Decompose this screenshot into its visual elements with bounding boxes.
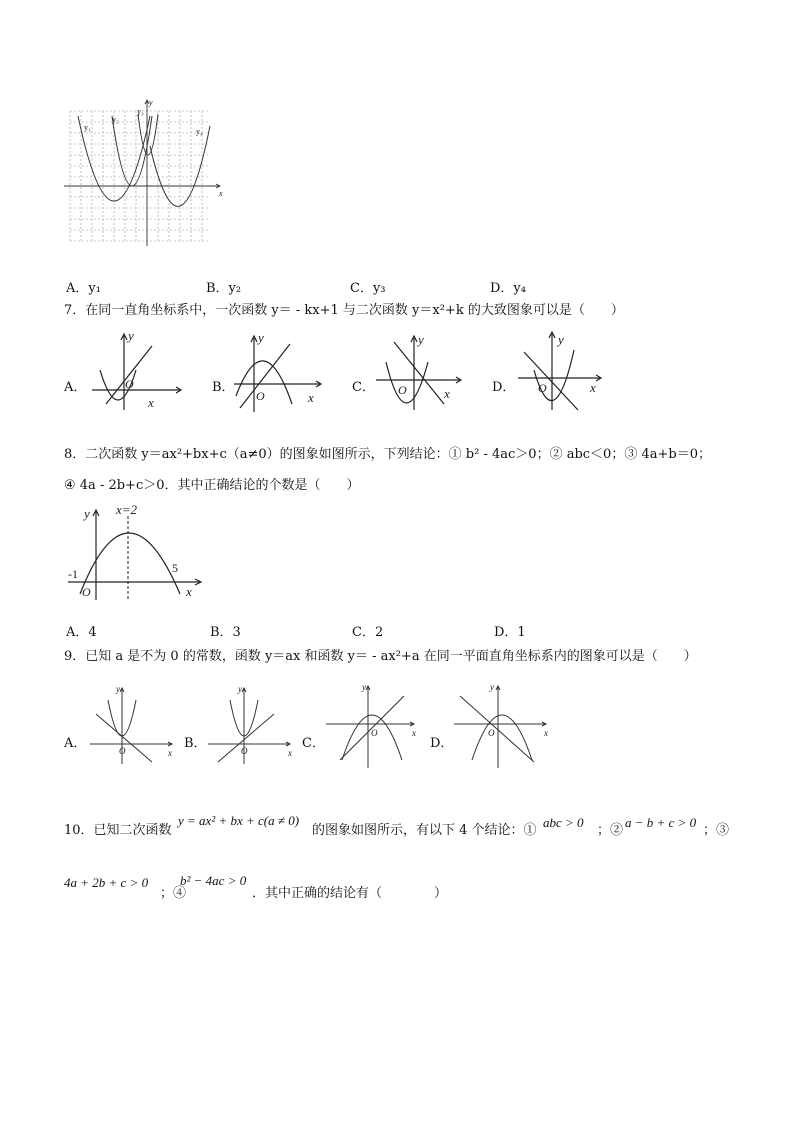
q6-option-c[interactable]: C．y₃ [350,281,386,296]
q6-curve-y3 [138,114,158,155]
q8-question-line2: ④ 4a - 2b+c＞0．其中正确结论的个数是（ ） [64,478,360,493]
q10-sep3: ；④ [160,886,187,901]
q10-sep1: ；② [597,823,624,838]
q7b-origin: O [256,389,265,403]
q7-question-text: 7．在同一直角坐标系中，一次函数 y＝ - kx+1 与二次函数 y＝x²+k 的大致图象可以是（ ） [64,303,624,318]
q10-conclusion-1: abc > 0 [543,815,584,830]
q9c-y-label: y [362,682,366,692]
q8-axis-of-symmetry-label: x=2 [116,502,138,517]
q7b-x-label: x [308,390,314,405]
q7a-x-label: x [148,395,154,410]
q8-right-root-label: 5 [172,561,178,575]
q9-graph-b [204,680,302,766]
q9b-x-label: x [288,748,292,758]
q9b-origin: O [241,746,248,756]
q7-graph-b [232,332,332,414]
q8-y-label: y [84,506,90,521]
q6-option-d[interactable]: D．y₄ [490,281,526,296]
q8-option-c[interactable]: C．2 [352,625,384,640]
q10-formula: y = ax² + bx + c(a ≠ 0) [178,813,300,828]
q6-graph [60,96,240,246]
q9-graph-c [322,680,422,770]
q9d-y-label: y [490,682,494,692]
q6-option-a[interactable]: A．y₁ [66,281,101,296]
q7-graph-d [514,330,614,412]
q6-axis-x-label: x [219,189,223,198]
q6-axis-y-label: y [149,98,153,107]
q7-option-b[interactable]: B． [212,380,235,395]
q9-option-c[interactable]: C． [302,736,325,751]
q6-label-y3: y₃ [137,107,144,116]
q9c-x-label: x [412,728,416,738]
q8-option-d[interactable]: D．1 [494,625,526,640]
q7-option-d[interactable]: D． [492,380,516,395]
q7c-origin: O [398,383,407,397]
q9a-origin: O [119,746,126,756]
q6-curve-y2 [112,116,152,186]
q7a-y-label: y [128,330,134,343]
q9-option-d[interactable]: D． [430,736,454,751]
q7-option-c[interactable]: C． [352,380,375,395]
q6-label-y1: y₁ [84,123,91,132]
q7-graph-c [372,332,472,414]
q7b-y-label: y [258,332,264,345]
q9-option-b[interactable]: B． [184,736,207,751]
q10-conclusion-3: 4a + 2b + c > 0 [64,875,149,890]
q10-mid: 的图象如图所示，有以下 4 个结论：① [312,823,537,838]
q8-option-b[interactable]: B．3 [210,625,241,640]
q9-graph-d [450,680,554,770]
q7a-origin: O [125,377,134,391]
q7d-y-label: y [558,332,564,347]
q9-question-text: 9．已知 a 是不为 0 的常数，函数 y＝ax 和函数 y＝ - ax²+a 在同一平面直角坐标系内的图象可以是（ ） [64,649,697,664]
q9d-origin: O [488,728,495,738]
q7d-origin: O [538,381,547,395]
q8-graph [64,500,214,604]
q9-option-a[interactable]: A． [64,736,87,751]
q8-origin: O [82,585,91,599]
q10-prefix: 10．已知二次函数 [64,823,172,838]
q9d-x-label: x [544,728,548,738]
q7-option-a[interactable]: A． [64,380,87,395]
q7d-x-label: x [590,380,596,395]
q8-x-label: x [186,584,192,599]
q7c-x-label: x [444,386,450,401]
q6-option-b[interactable]: B．y₂ [206,281,242,296]
q9b-y-label: y [238,684,242,694]
q9a-y-label: y [116,684,120,694]
q10-sep2: ；③ [703,823,730,838]
q6-label-y2: y₂ [112,115,119,124]
q8-left-root-label: -1 [68,567,78,581]
q7c-y-label: y [418,332,424,347]
q8-option-a[interactable]: A．4 [66,625,97,640]
q9a-x-label: x [168,748,172,758]
q9c-origin: O [371,728,378,738]
q10-tail: ．其中正确的结论有（ ） [252,886,448,901]
q9-graph-a [86,680,184,766]
q10-conclusion-2: a − b + c > 0 [625,815,697,830]
q6-label-y4: y₄ [196,127,203,136]
q7-graph-a [88,330,188,412]
q10-conclusion-4: b² − 4ac > 0 [180,873,247,888]
q8-question-line1: 8．二次函数 y＝ax²+bx+c（a≠0）的图象如图所示，下列结论：① b² - 4ac＞0；② abc＜0；③ 4a+b＝0； [64,447,711,462]
